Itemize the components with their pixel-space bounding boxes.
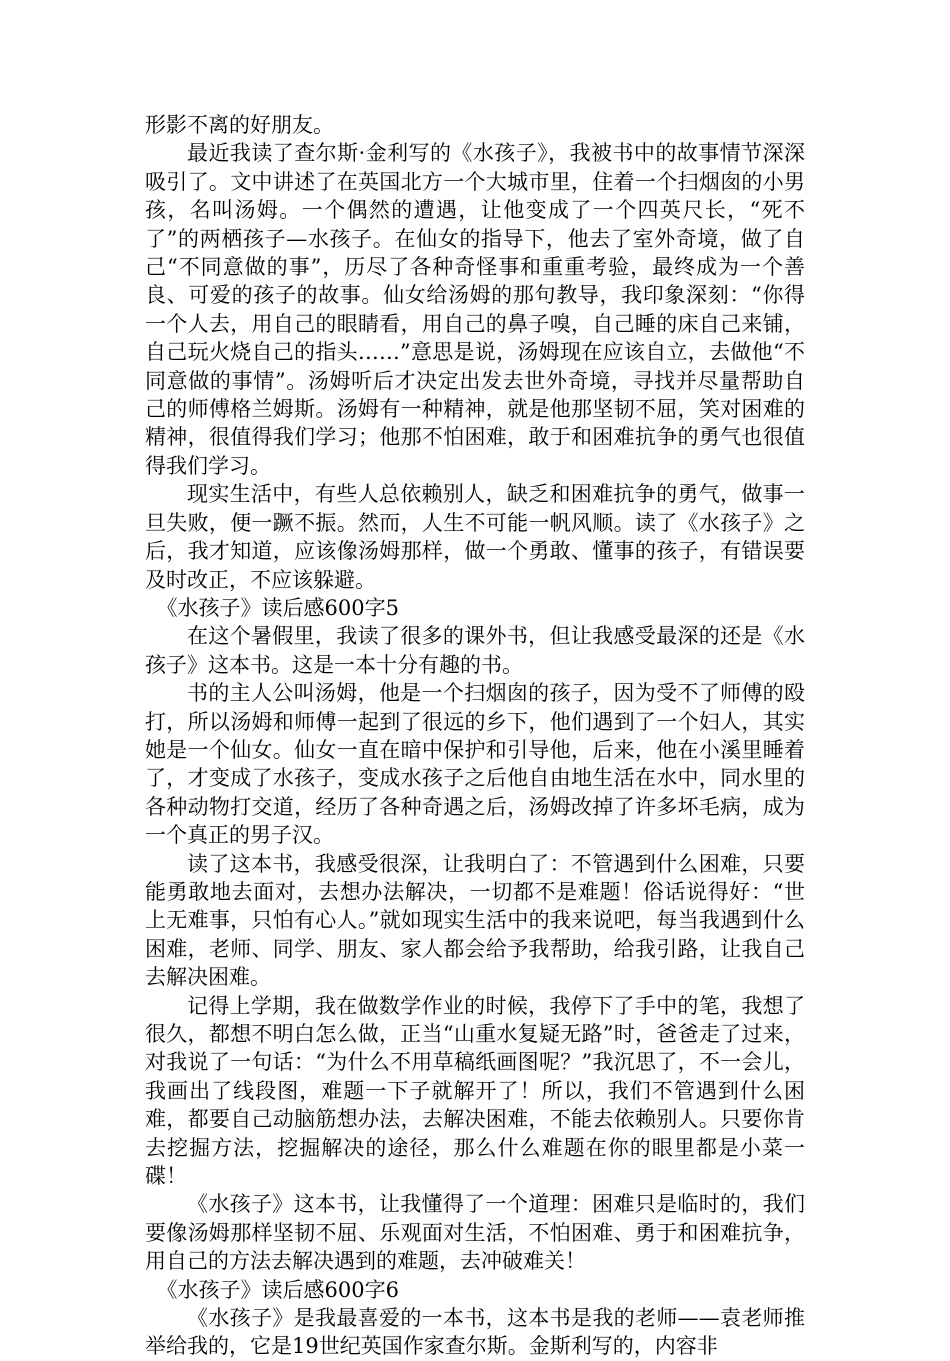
paragraph: 现实生活中，有些人总依赖别人，缺乏和困难抗争的勇气，做事一旦失败，便一蹶不振。然而，人生不可能一帆风顺。读了《水孩子》之后，我才知道，应该像汤姆那样，做一个勇敢、懂事的孩子，有错误要及时改正，不应该躲避。: [145, 482, 805, 592]
paragraph: 《水孩子》是我最喜爱的一本书，这本书是我的老师——袁老师推举给我的，它是19世纪英国作家查尔斯。金斯利写的，内容非: [145, 1306, 805, 1359]
paragraph-continuation: 形影不离的好朋友。: [145, 113, 334, 137]
document-body: [145, 111, 805, 1361]
paragraph: 书的主人公叫汤姆，他是一个扫烟囱的孩子，因为受不了师傅的殴打，所以汤姆和师傅一起到了很远的乡下，他们遇到了一个妇人，其实她是一个仙女。仙女一直在暗中保护和引导他，后来，他在小溪里睡着了，才变成了水孩子，变成水孩子之后他自由地生活在水中，同水里的各种动物打交道，经历了各种奇遇之后，汤姆改掉了许多坏毛病，成为一个真正的男子汉。: [145, 681, 805, 848]
paragraph: 读了这本书，我感受很深，让我明白了：不管遇到什么困难，只要能勇敢地去面对，去想办法解决，一切都不是难题！俗话说得好：“世上无难事，只怕有心人。”就如现实生活中的我来说吧，每当我遇到什么困难，老师、同学、朋友、家人都会给予我帮助，给我引路，让我自己去解决困难。: [145, 851, 805, 990]
paragraph: 最近我读了查尔斯·金利写的《水孩子》，我被书中的故事情节深深吸引了。文中讲述了在英国北方一个大城市里，住着一个扫烟囱的小男孩，名叫汤姆。一个偶然的遭遇，让他变成了一个四英尺长，“死不了”的两栖孩子—水孩子。在仙女的指导下，他去了室外奇境，做了自己“不同意做的事”，历尽了各种奇怪事和重重考验，最终成为一个善良、可爱的孩子的故事。仙女给汤姆的那句教导，我印象深刻：“你得一个人去，用自己的眼睛看，用自己的鼻子嗅，自己睡的床自己来铺，自己玩火烧自己的指头……”意思是说，汤姆现在应该自立，去做他“不同意做的事情”。汤姆听后才决定出发去世外奇境，寻找并尽量帮助自己的师傅格兰姆斯。汤姆有一种精神，就是他那坚韧不屈，笑对困难的精神，很值得我们学习；他那不怕困难，敢于和困难抗争的勇气也很值得我们学习。: [145, 141, 805, 478]
paragraph: 《水孩子》这本书，让我懂得了一个道理：困难只是临时的，我们要像汤姆那样坚韧不屈、乐观面对生活，不怕困难、勇于和困难抗争，用自己的方法去解决遇到的难题，去冲破难关！: [145, 1192, 805, 1274]
section-heading: 《水孩子》读后感600字5: [156, 595, 399, 620]
section-heading: 《水孩子》读后感600字6: [156, 1277, 399, 1302]
paragraph: 记得上学期，我在做数学作业的时候，我停下了手中的笔，我想了很久，都想不明白怎么做，正当“山重水复疑无路”时，爸爸走了过来，对我说了一句话：“为什么不用草稿纸画图呢？”我沉思了，不一会儿，我画出了线段图，难题一下子就解开了！所以，我们不管遇到什么困难，都要自己动脑筋想办法，去解决困难，不能去依赖别人。只要你肯去挖掘方法，挖掘解决的途径，那么什么难题在你的眼里都是小菜一碟！: [145, 993, 805, 1189]
paragraph: 在这个暑假里，我读了很多的课外书，但让我感受最深的还是《水孩子》这本书。这是一本十分有趣的书。: [145, 624, 805, 677]
